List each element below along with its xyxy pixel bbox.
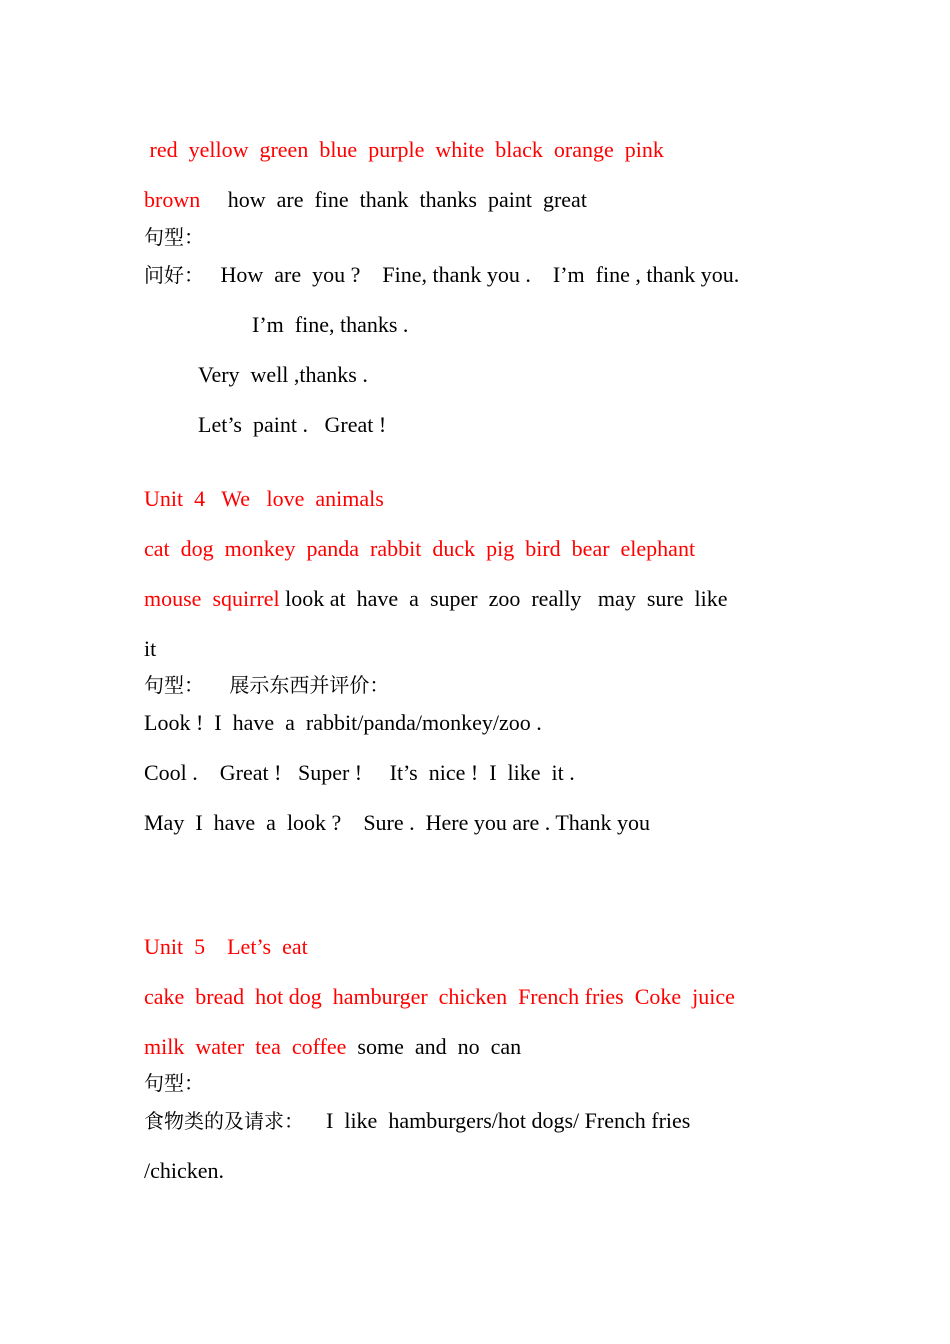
unit4-sentence-2: Cool . Great ! Super ! It’s nice ! I like it . bbox=[144, 760, 575, 785]
unit3-vocab-line-1: red yellow green blue purple white black orange pink bbox=[144, 137, 664, 162]
unit5-pattern-label: 句型： bbox=[144, 1071, 204, 1095]
unit4-pattern-desc: 展示东西并评价： bbox=[204, 673, 390, 697]
unit4-title: Unit 4 We love animals bbox=[144, 486, 384, 511]
unit5-vocab-line-1: cake bread hot dog hamburger chicken French fries Coke juice bbox=[144, 984, 735, 1009]
unit5-title: Unit 5 Let’s eat bbox=[144, 934, 308, 959]
unit5-vocab-red: milk water tea coffee bbox=[144, 1034, 347, 1059]
unit3-reply-3: Let’s paint . Great ! bbox=[198, 412, 387, 437]
unit5-food-label: 食物类的及请求： bbox=[144, 1109, 304, 1133]
unit4-vocab-red: mouse squirrel bbox=[144, 586, 280, 611]
unit4-vocab-line-1: cat dog monkey panda rabbit duck pig bird bear elephant bbox=[144, 536, 696, 561]
unit4-vocab-black: look at have a super zoo really may sure like bbox=[279, 586, 728, 611]
unit5-food-continuation: /chicken. bbox=[144, 1158, 225, 1183]
unit3-vocab-red: brown bbox=[144, 187, 201, 212]
unit3-reply-2: Very well ,thanks . bbox=[198, 362, 368, 387]
unit3-greeting-text: How are you ? Fine, thank you . I’m fine , thank you. bbox=[204, 262, 740, 287]
unit5-food-line bbox=[144, 1108, 690, 1134]
unit4-pattern-line bbox=[144, 672, 389, 698]
unit5-vocab-line-2 bbox=[144, 1034, 521, 1060]
unit3-vocab-line-2 bbox=[144, 187, 587, 213]
unit3-pattern-label: 句型： bbox=[144, 225, 204, 249]
unit4-sentence-1: Look ! I have a rabbit/panda/monkey/zoo . bbox=[144, 710, 542, 735]
unit3-reply-1: I’m fine, thanks . bbox=[252, 312, 409, 337]
unit4-pattern-label: 句型： bbox=[144, 673, 204, 697]
unit4-vocab-continuation: it bbox=[144, 636, 157, 661]
unit5-vocab-black: some and no can bbox=[346, 1034, 522, 1059]
unit3-vocab-black: how are fine thank thanks paint great bbox=[200, 187, 587, 212]
unit3-greeting-line bbox=[144, 262, 739, 288]
unit3-greeting-label: 问好： bbox=[144, 263, 204, 287]
unit5-food-text: I like hamburgers/hot dogs/ French fries bbox=[304, 1108, 691, 1133]
unit4-vocab-line-2 bbox=[144, 586, 727, 612]
unit4-sentence-3: May I have a look ? Sure . Here you are . Thank you bbox=[144, 810, 651, 835]
